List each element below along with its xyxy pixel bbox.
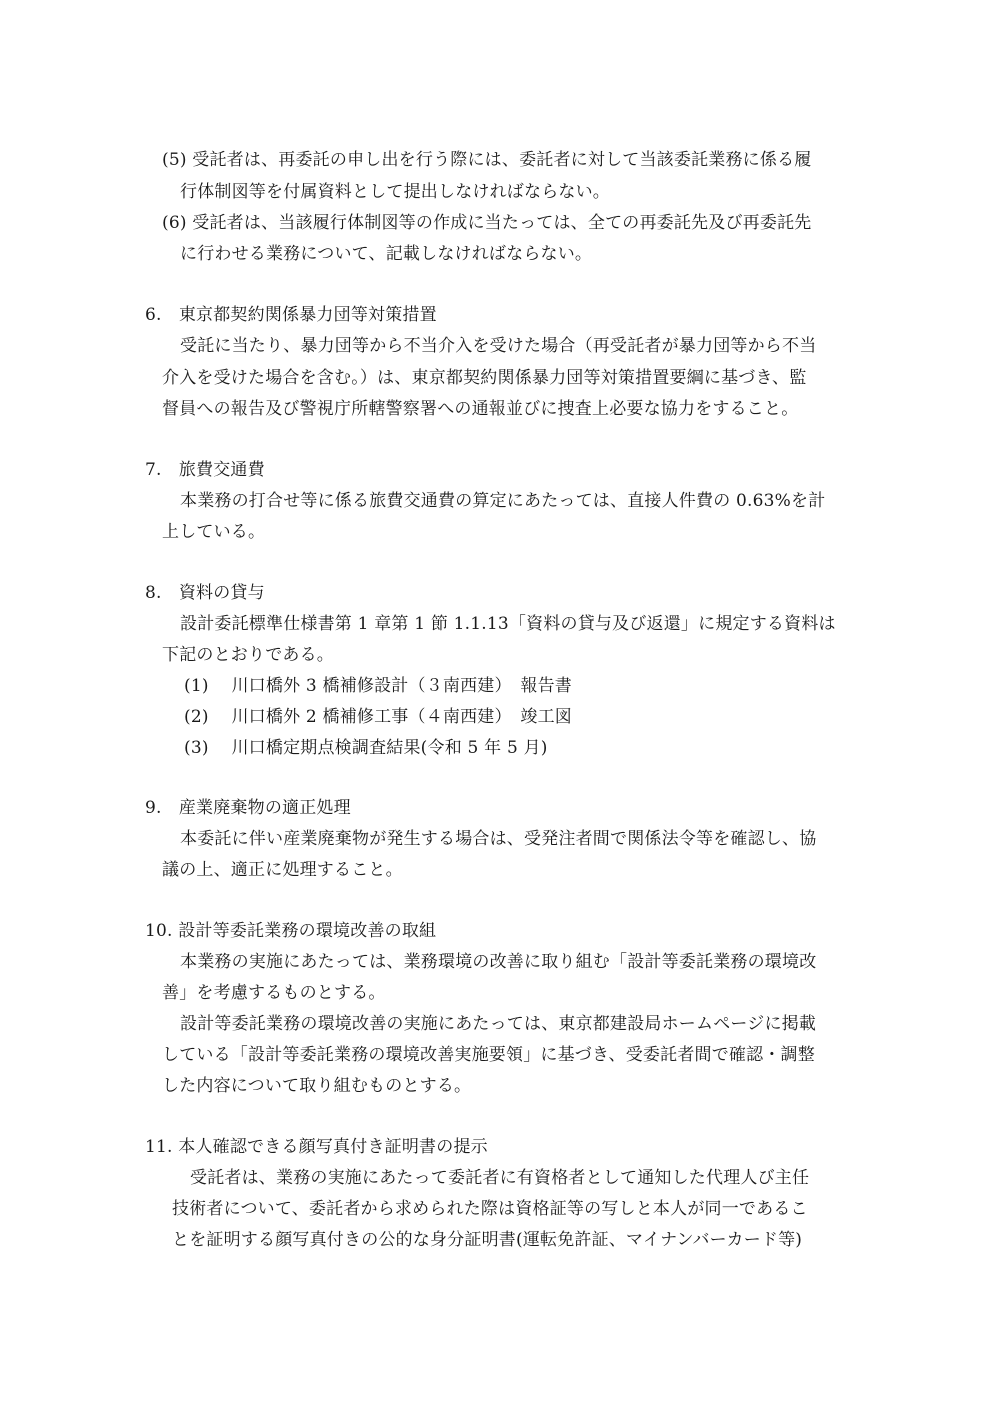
list-item: (1) 川口橋外 3 橋補修設計（３南西建） 報告書 — [184, 676, 573, 696]
item-5-line-2: 行体制図等を付属資料として提出しなければならない。 — [180, 182, 610, 202]
section-9-heading: 9. 産業廃棄物の適正処理 — [145, 798, 351, 818]
section-8-line-2: 下記のとおりである。 — [162, 645, 334, 665]
item-6-line-1: (6) 受託者は、当該履行体制図等の作成に当たっては、全ての再委託先及び再委託先 — [162, 213, 812, 233]
section-6-line-3: 督員への報告及び警視庁所轄警察署への通報並びに捜査上必要な協力をすること。 — [162, 399, 799, 419]
section-10-para-1-line-1: 本業務の実施にあたっては、業務環境の改善に取り組む「設計等委託業務の環境改 — [180, 952, 817, 972]
list-item: (2) 川口橋外 2 橋補修工事（４南西建） 竣工図 — [184, 707, 573, 727]
section-10-heading: 10. 設計等委託業務の環境改善の取組 — [145, 921, 437, 941]
section-7-line-1: 本業務の打合せ等に係る旅費交通費の算定にあたっては、直接人件費の 0.63%を計 — [180, 491, 826, 511]
section-10-para-1-line-2: 善」を考慮するものとする。 — [162, 983, 386, 1003]
section-10-para-2-line-2: している「設計等委託業務の環境改善実施要領」に基づき、受委託者間で確認・調整 — [162, 1045, 815, 1065]
section-8-line-1: 設計委託標準仕様書第 1 章第 1 節 1.1.13「資料の貸与及び返還」に規定する資料は — [180, 614, 836, 634]
list-item: (3) 川口橋定期点検調査結果(令和 5 年 5 月) — [184, 738, 548, 758]
item-6-line-2: に行わせる業務について、記載しなければならない。 — [180, 244, 593, 264]
section-10-para-2-line-1: 設計等委託業務の環境改善の実施にあたっては、東京都建設局ホームページに掲載 — [180, 1014, 817, 1034]
section-8-heading: 8. 資料の貸与 — [145, 583, 265, 603]
section-11-line-3: とを証明する顔写真付きの公的な身分証明書(運転免許証、マイナンバーカード等) — [172, 1230, 803, 1250]
section-9-line-1: 本委託に伴い産業廃棄物が発生する場合は、受発注者間で関係法令等を確認し、協 — [180, 829, 817, 849]
section-10-para-2-line-3: した内容について取り組むものとする。 — [162, 1076, 472, 1096]
section-6-line-1: 受託に当たり、暴力団等から不当介入を受けた場合（再受託者が暴力団等から不当 — [180, 336, 817, 356]
section-11-line-2: 技術者について、委託者から求められた際は資格証等の写しと本人が同一であるこ — [172, 1199, 808, 1219]
section-11-line-1: 受託者は、業務の実施にあたって委託者に有資格者として通知した代理人び主任 — [190, 1168, 810, 1188]
section-7-heading: 7. 旅費交通費 — [145, 460, 265, 480]
section-6-heading: 6. 東京都契約関係暴力団等対策措置 — [145, 305, 437, 325]
item-5-line-1: (5) 受託者は、再委託の申し出を行う際には、委託者に対して当該委託業務に係る履 — [162, 150, 812, 170]
section-11-heading: 11. 本人確認できる顔写真付き証明書の提示 — [145, 1137, 488, 1157]
section-7-line-2: 上している。 — [162, 522, 266, 542]
section-6-line-2: 介入を受けた場合を含む。）は、東京都契約関係暴力団等対策措置要綱に基づき、監 — [162, 368, 807, 388]
section-9-line-2: 議の上、適正に処理すること。 — [162, 860, 403, 880]
